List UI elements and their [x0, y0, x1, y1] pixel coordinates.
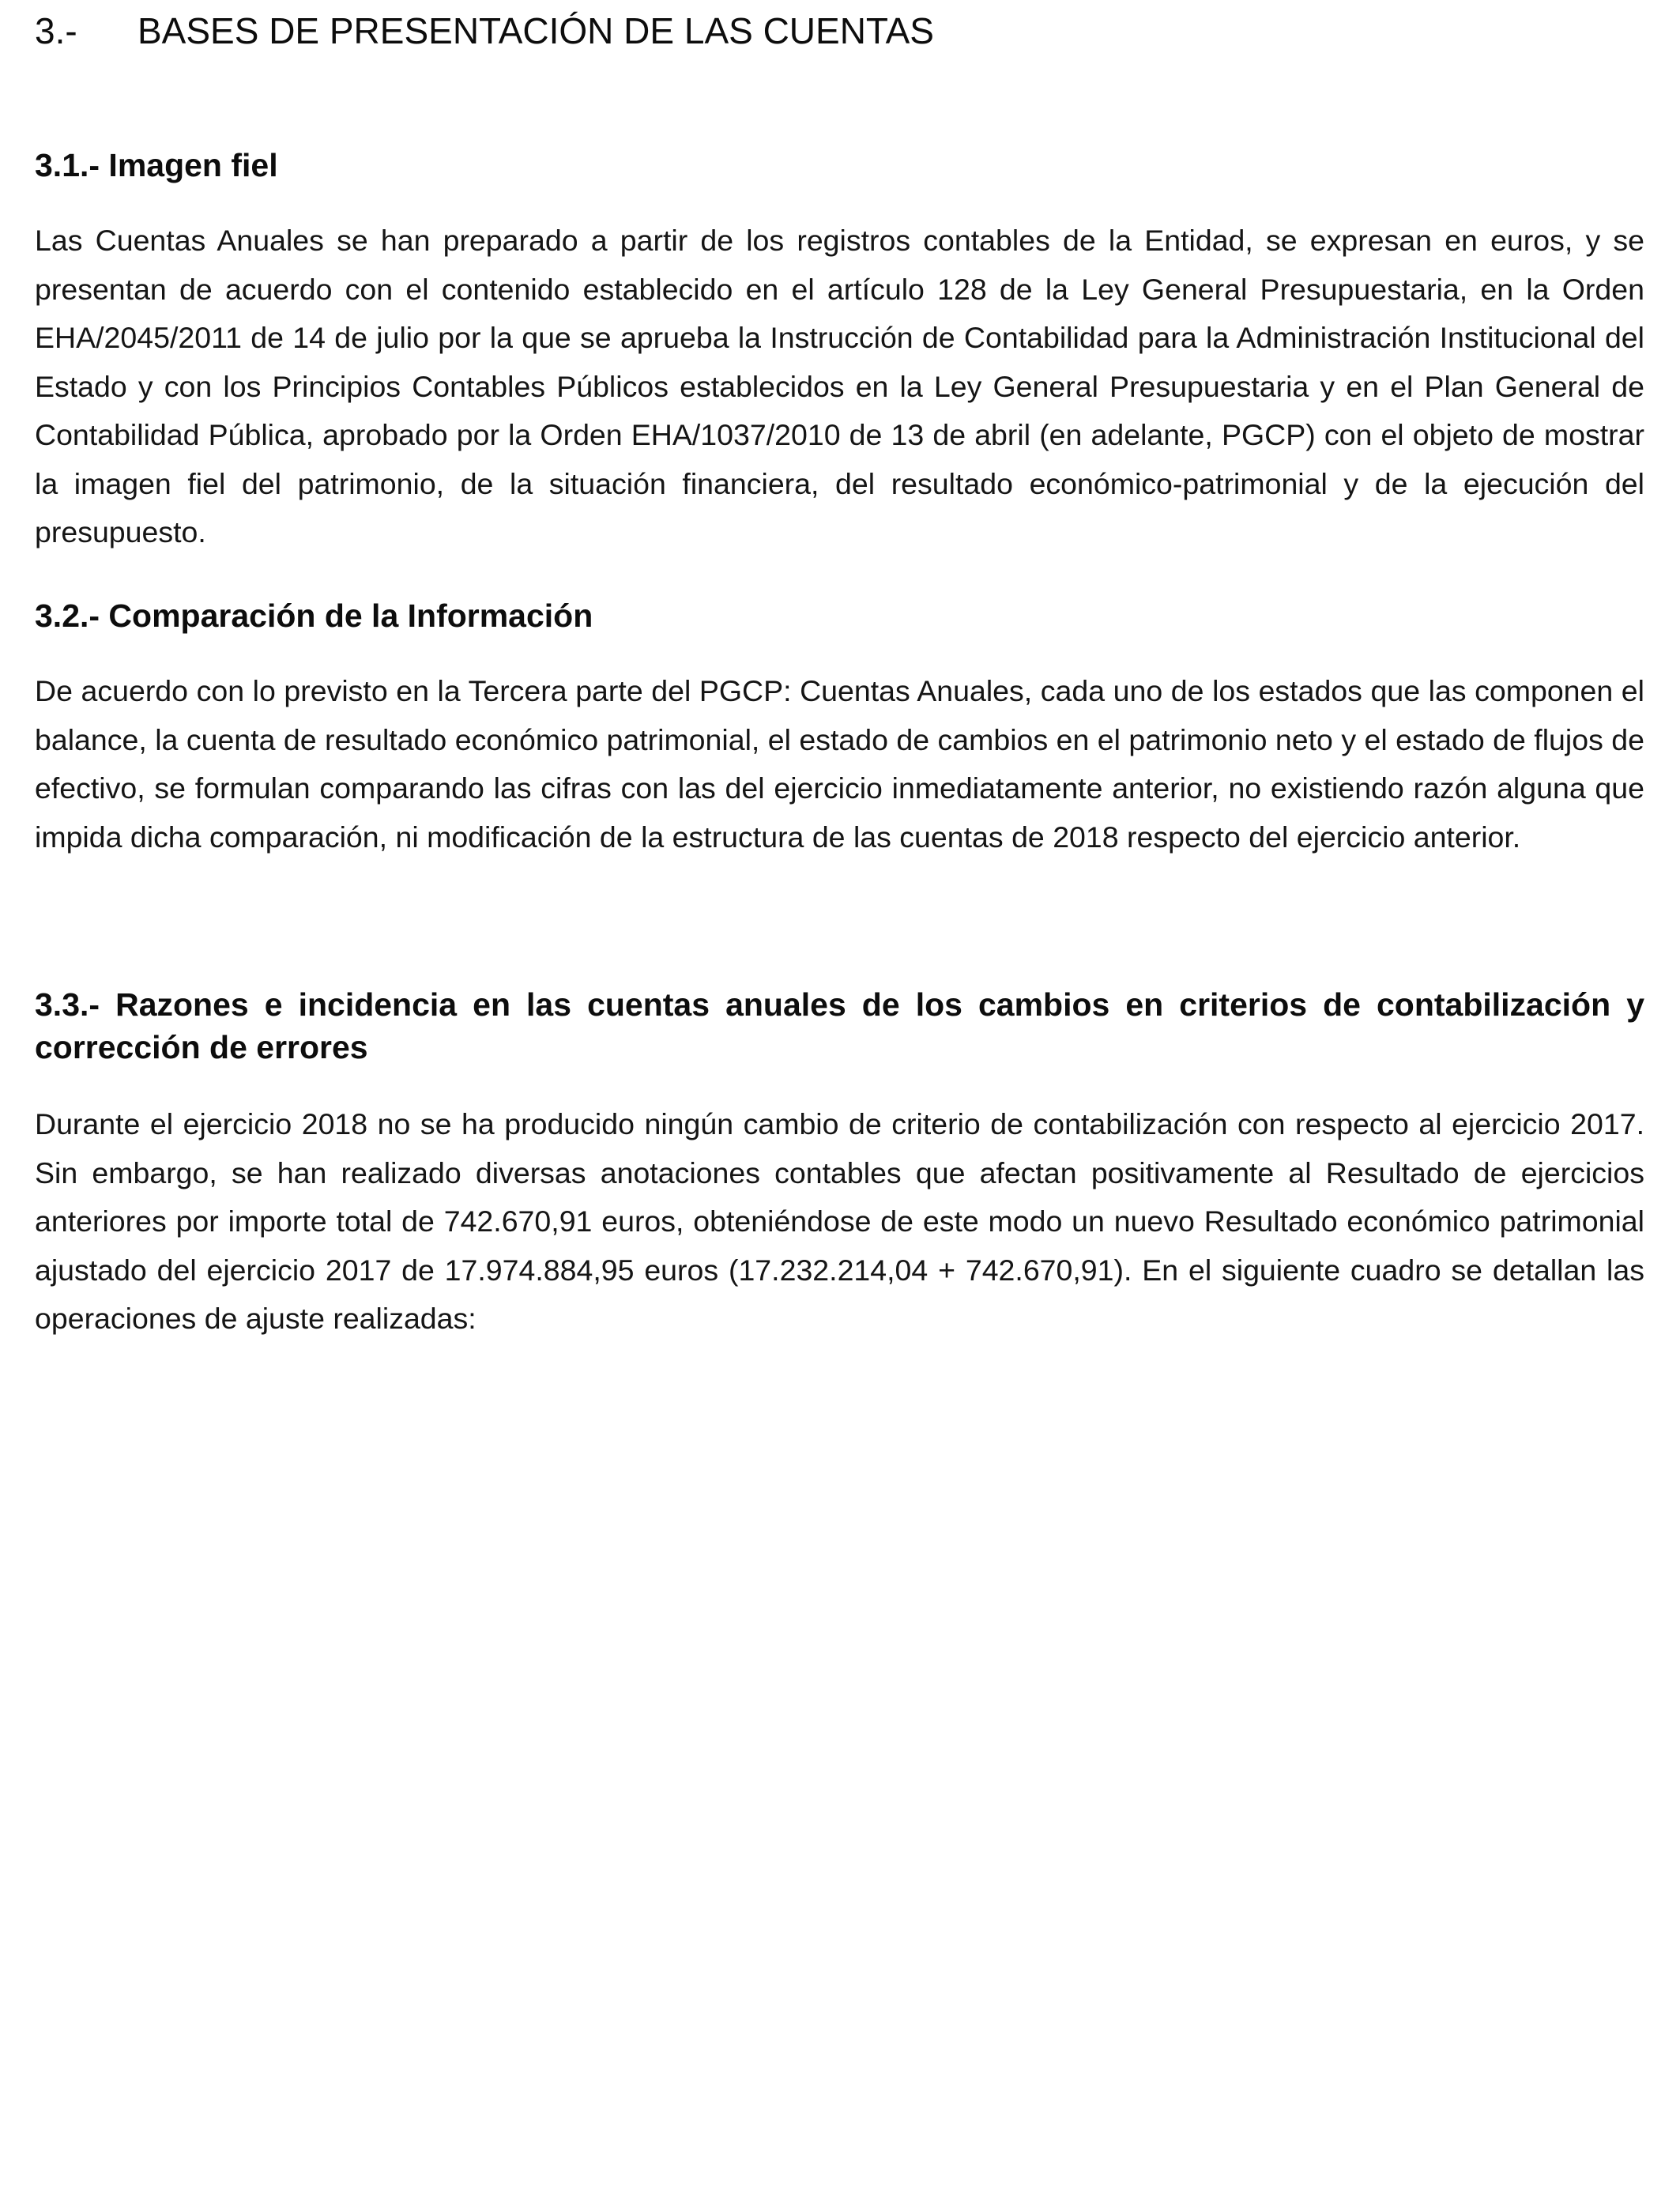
section-paragraph: Las Cuentas Anuales se han preparado a partir de los registros contables de la Entidad, se expresan en euros, y se presentan de acuerdo con el contenido establecido en el artículo 128 de la Ley General Presupuestaria, en la Orden EHA/2045/2011 de 14 de julio por la que se aprueba la Instrucción de Contabilidad para la Administración Institucional del Estado y con los Principios Contables Públicos establecidos en la Ley General Presupuestaria y en el Plan General de Contabilidad Pública, aprobado por la Orden EHA/1037/2010 de 13 de abril (en adelante, PGCP) con el objeto de mostrar la imagen fiel del patrimonio, de la situación financiera, del resultado económico-patrimonial y de la ejecución del presupuesto.	[35, 224, 1644, 548]
section-paragraph: Durante el ejercicio 2018 no se ha producido ningún cambio de criterio de contabilización con respecto al ejercicio 2017. Sin embargo, se han realizado diversas anotaciones contables que afectan positivamente al Resultado de ejercicios anteriores por importe total de 742.670,91 euros, obteniéndose de este modo un nuevo Resultado económico patrimonial ajustado del ejercicio 2017 de 17.974.884,95 euros (17.232.214,04 + 742.670,91). En el siguiente cuadro se detallan las operaciones de ajuste realizadas:	[35, 1107, 1644, 1335]
document-page	[35, 0, 1644, 2194]
section-heading: 3.2.- Comparación de la Información	[35, 598, 593, 634]
section-paragraph: De acuerdo con lo previsto en la Tercera parte del PGCP: Cuentas Anuales, cada uno de los estados que las componen el balance, la cuenta de resultado económico patrimonial, el estado de cambios en el patrimonio neto y el estado de flujos de efectivo, se formulan comparando las cifras con las del ejercicio inmediatamente anterior, no existiendo razón alguna que impida dicha comparación, ni modificación de la estructura de las cuentas de 2018 respecto del ejercicio anterior.	[35, 674, 1644, 854]
section-cambios-criterios	[35, 983, 1644, 1344]
section-heading: 3.1.- Imagen fiel	[35, 147, 278, 183]
section-comparacion-informacion	[35, 594, 1644, 861]
main-heading-number: 3.-	[35, 10, 77, 51]
section-heading: 3.3.- Razones e incidencia en las cuentas anuales de los cambios en criterios de contabilización y corrección de errores	[35, 986, 1644, 1065]
main-heading	[35, 6, 934, 55]
main-heading-text: BASES DE PRESENTACIÓN DE LAS CUENTAS	[137, 10, 934, 51]
section-imagen-fiel	[35, 144, 1644, 557]
